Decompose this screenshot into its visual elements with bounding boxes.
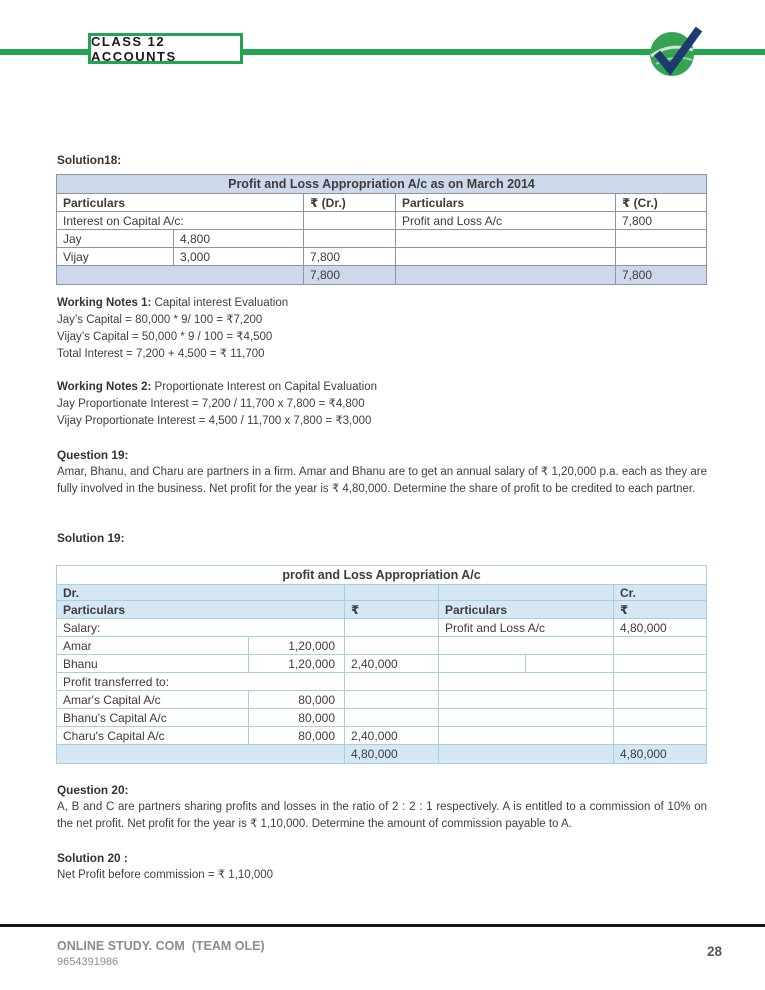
cell-empty	[396, 230, 616, 248]
table2-row-bhanu	[57, 655, 707, 673]
cell-empty	[439, 673, 614, 691]
cell-pl-amount: 4,80,000	[614, 619, 707, 637]
working-notes-2-label: Working Notes 2:	[57, 381, 152, 393]
cell-cr-label: Cr.	[614, 585, 707, 601]
cell-salary-label: Salary:	[57, 619, 345, 637]
table2-row-charu-capital	[57, 727, 707, 745]
checkmark-leaf-logo-icon	[644, 24, 708, 80]
table2-header-rs-right: ₹	[614, 601, 707, 619]
cell-charu-capital-amount: 80,000	[249, 727, 345, 745]
cell-amar: Amar	[57, 637, 249, 655]
solution20-line: Net Profit before commission = ₹ 1,10,000	[57, 869, 274, 881]
table2-row-amar	[57, 637, 707, 655]
cell-total-cr: 7,800	[616, 266, 707, 285]
cell-profit-total: 2,40,000	[345, 727, 439, 745]
solution20-heading: Solution 20 :	[57, 851, 128, 865]
cell-empty	[614, 691, 707, 709]
cell-empty	[614, 637, 707, 655]
working-notes-2-line: Jay Proportionate Interest = 7,200 / 11,700 x 7,800 = ₹4,800	[57, 398, 365, 410]
cell-dr-subtotal: 7,800	[304, 248, 396, 266]
cell-empty	[396, 248, 616, 266]
footer-site-name: ONLINE STUDY. COM (TEAM OLE)	[57, 939, 265, 953]
cell-pl-ac: Profit and Loss A/c	[439, 619, 614, 637]
cell-total-dr: 4,80,000	[345, 745, 439, 764]
solution18-heading: Solution18:	[57, 153, 122, 167]
cell-empty	[345, 691, 439, 709]
cell-empty	[439, 745, 614, 764]
cell-empty	[57, 745, 345, 764]
cell-empty	[439, 709, 614, 727]
cell-empty	[614, 709, 707, 727]
cell-empty	[396, 266, 616, 285]
cell-salary-total: 2,40,000	[345, 655, 439, 673]
cell-empty	[345, 673, 439, 691]
table2-total-row	[57, 745, 707, 764]
table1-header-cr: ₹ (Cr.)	[616, 194, 707, 212]
working-notes-1-line: Jay’s Capital = 80,000 * 9/ 100 = ₹7,200	[57, 314, 263, 326]
cell-empty	[614, 655, 707, 673]
table1-header-particulars-right: Particulars	[396, 194, 616, 212]
cell-bhanu-capital: Bhanu's Capital A/c	[57, 709, 249, 727]
table1-header-row	[57, 194, 707, 212]
cell-jay: Jay	[57, 230, 174, 248]
cell-empty	[345, 619, 439, 637]
cell-empty	[616, 230, 707, 248]
cell-vijay-amount: 3,000	[174, 248, 304, 266]
table1-total-row	[57, 266, 707, 285]
pl-appropriation-table-march-2014	[56, 174, 707, 285]
table2-row-profit-transferred	[57, 673, 707, 691]
cell-pl-ac: Profit and Loss A/c	[396, 212, 616, 230]
working-notes-1-subtitle: Capital interest Evaluation	[151, 297, 289, 309]
cell-empty	[439, 691, 614, 709]
table2-row-amar-capital	[57, 691, 707, 709]
table2-drcr-row	[57, 585, 707, 601]
page-number: 28	[706, 944, 722, 959]
table1-row-interest	[57, 212, 707, 230]
table2-header-row	[57, 601, 707, 619]
cell-dr-label: Dr.	[57, 585, 345, 601]
cell-bhanu-amount: 1,20,000	[249, 655, 345, 673]
question20-body: A, B and C are partners sharing profits and losses in the ratio of 2 : 2 : 1 respectively. A is entitled to a commission of 10% on the net profit. Net profit for the year is ₹ 1,10,000. Determine the amount of commission payable to A.	[57, 801, 707, 830]
table1-header-particulars-left: Particulars	[57, 194, 304, 212]
table2-row-bhanu-capital	[57, 709, 707, 727]
cell-total-cr: 4,80,000	[614, 745, 707, 764]
solution19-heading: Solution 19:	[57, 531, 125, 545]
cell-vijay: Vijay	[57, 248, 174, 266]
footer-phone-number: 9654391986	[57, 956, 119, 968]
cell-amar-capital: Amar's Capital A/c	[57, 691, 249, 709]
table1-header-dr: ₹ (Dr.)	[304, 194, 396, 212]
cell-empty	[439, 637, 614, 655]
working-notes-1	[57, 295, 707, 363]
cell-empty	[616, 248, 707, 266]
working-notes-1-line: Total Interest = 7,200 + 4,500 = ₹ 11,700	[57, 348, 265, 360]
cell-pl-amount: 7,800	[616, 212, 707, 230]
working-notes-2-subtitle: Proportionate Interest on Capital Evaluation	[151, 381, 378, 393]
question20-heading: Question 20:	[57, 783, 129, 797]
table2-header-rs-left: ₹	[345, 601, 439, 619]
working-notes-2-title	[57, 379, 707, 396]
cell-profit-transferred-label: Profit transferred to:	[57, 673, 345, 691]
working-notes-2	[57, 379, 707, 430]
table1-title: Profit and Loss Appropriation A/c as on March 2014	[57, 175, 707, 194]
table2-row-salary	[57, 619, 707, 637]
table2-header-particulars-right: Particulars	[439, 601, 614, 619]
table1-title-row	[57, 175, 707, 194]
cell-empty	[439, 655, 526, 673]
table2-title-row	[57, 566, 707, 585]
footer-rule	[0, 924, 765, 927]
cell-empty	[345, 709, 439, 727]
question19-heading: Question 19:	[57, 448, 129, 462]
pl-appropriation-table-19	[56, 565, 707, 764]
cell-bhanu-capital-amount: 80,000	[249, 709, 345, 727]
working-notes-1-line: Vijay’s Capital = 50,000 * 9 / 100 = ₹4,500	[57, 331, 273, 343]
working-notes-1-title	[57, 295, 707, 312]
cell-empty	[439, 585, 614, 601]
cell-empty	[439, 727, 614, 745]
cell-empty	[57, 266, 304, 285]
table2-header-particulars-left: Particulars	[57, 601, 345, 619]
cell-empty	[345, 637, 439, 655]
class-badge-label: CLASS 12 ACCOUNTS	[91, 33, 177, 64]
cell-empty	[614, 673, 707, 691]
cell-charu-capital: Charu's Capital A/c	[57, 727, 249, 745]
cell-bhanu: Bhanu	[57, 655, 249, 673]
cell-empty	[304, 212, 396, 230]
question19-body: Amar, Bhanu, and Charu are partners in a firm. Amar and Bhanu are to get an annual salary of ₹ 1,20,000 p.a. each as they are fully involved in the business. Net profit for the year is ₹ 4,80,000. Determine the share of profit to be credited to each partner.	[57, 466, 707, 495]
cell-empty	[304, 230, 396, 248]
working-notes-1-label: Working Notes 1:	[57, 297, 152, 309]
cell-empty	[526, 655, 614, 673]
cell-amar-amount: 1,20,000	[249, 637, 345, 655]
class-badge	[88, 33, 243, 64]
cell-total-dr: 7,800	[304, 266, 396, 285]
cell-jay-amount: 4,800	[174, 230, 304, 248]
cell-amar-capital-amount: 80,000	[249, 691, 345, 709]
table1-row-jay	[57, 230, 707, 248]
table1-row-vijay	[57, 248, 707, 266]
cell-empty	[614, 727, 707, 745]
cell-interest-label: Interest on Capital A/c:	[57, 212, 304, 230]
table2-title: profit and Loss Appropriation A/c	[57, 566, 707, 585]
working-notes-2-line: Vijay Proportionate Interest = 4,500 / 11,700 x 7,800 = ₹3,000	[57, 415, 372, 427]
cell-empty	[345, 585, 439, 601]
